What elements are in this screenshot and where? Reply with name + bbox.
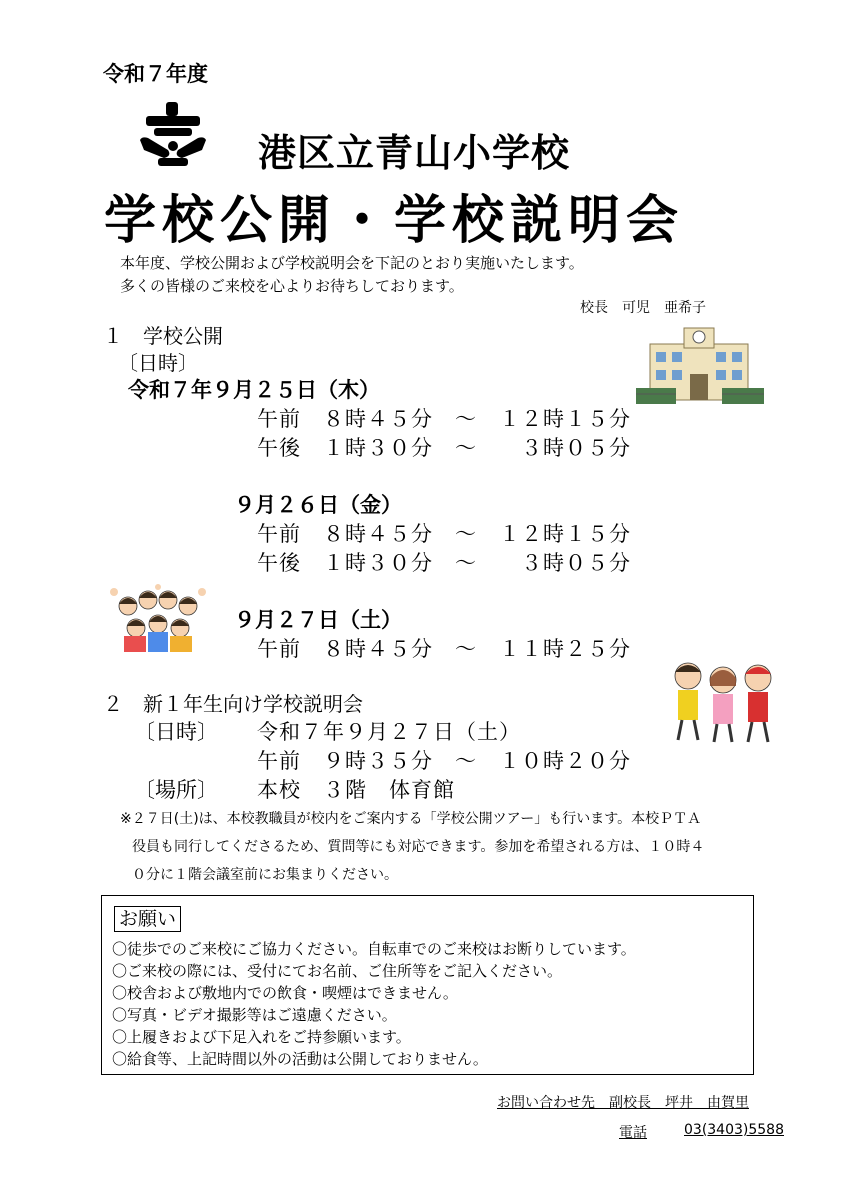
section2-heading: ２ 新１年生向け学校説明会: [103, 692, 363, 716]
request-item: 〇徒歩でのご来校にご協力ください。自転車でのご来校はお断りしています。: [112, 940, 636, 958]
requests-box: [101, 895, 754, 1075]
day3-date: ９月２７日（土）: [234, 608, 402, 632]
phone-label: 電話: [619, 1125, 647, 1141]
school-name: 港区立青山小学校: [258, 131, 571, 175]
section1-datetime-label: 〔日時〕: [118, 351, 198, 375]
page-title: 学校公開・学校説明会: [104, 191, 685, 251]
day2-date: ９月２６日（金）: [234, 493, 402, 517]
note-line-1: ※２７日(土)は、本校教職員が校内をご案内する「学校公開ツアー」も行います。本校ＰＴＡ: [120, 811, 702, 827]
phone-number: 03(3403)5588: [684, 1122, 784, 1138]
section2-place-label: 〔場所〕: [134, 778, 218, 802]
section2-time: 午前 ９時３５分 ～ １０時２０分: [257, 749, 631, 773]
section2-place: 本校 ３階 体育館: [257, 778, 455, 802]
day1-am-time: 午前 ８時４５分 ～ １２時１５分: [257, 407, 631, 431]
principal-name: 校長 可児 亜希子: [580, 300, 706, 316]
requests-title: お願い: [114, 906, 181, 932]
day2-am-time: 午前 ８時４５分 ～ １２時１５分: [257, 522, 631, 546]
school-building-icon: [636, 324, 764, 406]
fiscal-year: 令和７年度: [103, 62, 208, 86]
request-item: 〇上履きおよび下足入れをご持参願います。: [112, 1028, 411, 1046]
request-item: 〇写真・ビデオ撮影等はご遠慮ください。: [112, 1006, 397, 1024]
section1-heading: １ 学校公開: [103, 324, 223, 348]
section2-date: 令和７年９月２７日（土）: [257, 720, 521, 744]
day1-pm-time: 午後 １時３０分 ～ ３時０５分: [257, 436, 631, 460]
note-line-3: ０分に１階会議室前にお集まりください。: [132, 867, 398, 883]
day3-am-time: 午前 ８時４５分 ～ １１時２５分: [257, 637, 631, 661]
section2-datetime-label: 〔日時〕: [134, 720, 218, 744]
request-item: 〇ご来校の際には、受付にてお名前、ご住所等をご記入ください。: [112, 962, 563, 980]
note-line-2: 役員も同行してくださるため、質問等にも対応できます。参加を希望される方は、１０時４: [132, 839, 705, 855]
request-item: 〇校舎および敷地内での飲食・喫煙はできません。: [112, 984, 458, 1002]
intro-line-1: 本年度、学校公開および学校説明会を下記のとおり実施いたします。: [120, 254, 584, 272]
day1-date: 令和７年９月２５日（木）: [128, 378, 380, 402]
day2-pm-time: 午後 １時３０分 ～ ３時０５分: [257, 551, 631, 575]
contact-line: お問い合わせ先 副校長 坪井 由賀里: [497, 1095, 749, 1111]
students-walking-icon: [668, 658, 778, 744]
children-group-icon: [110, 584, 206, 654]
intro-line-2: 多くの皆様のご来校を心よりお待ちしております。: [120, 277, 464, 295]
request-item: 〇給食等、上記時間以外の活動は公開しておりません。: [112, 1050, 488, 1068]
school-emblem-icon: [138, 100, 208, 168]
